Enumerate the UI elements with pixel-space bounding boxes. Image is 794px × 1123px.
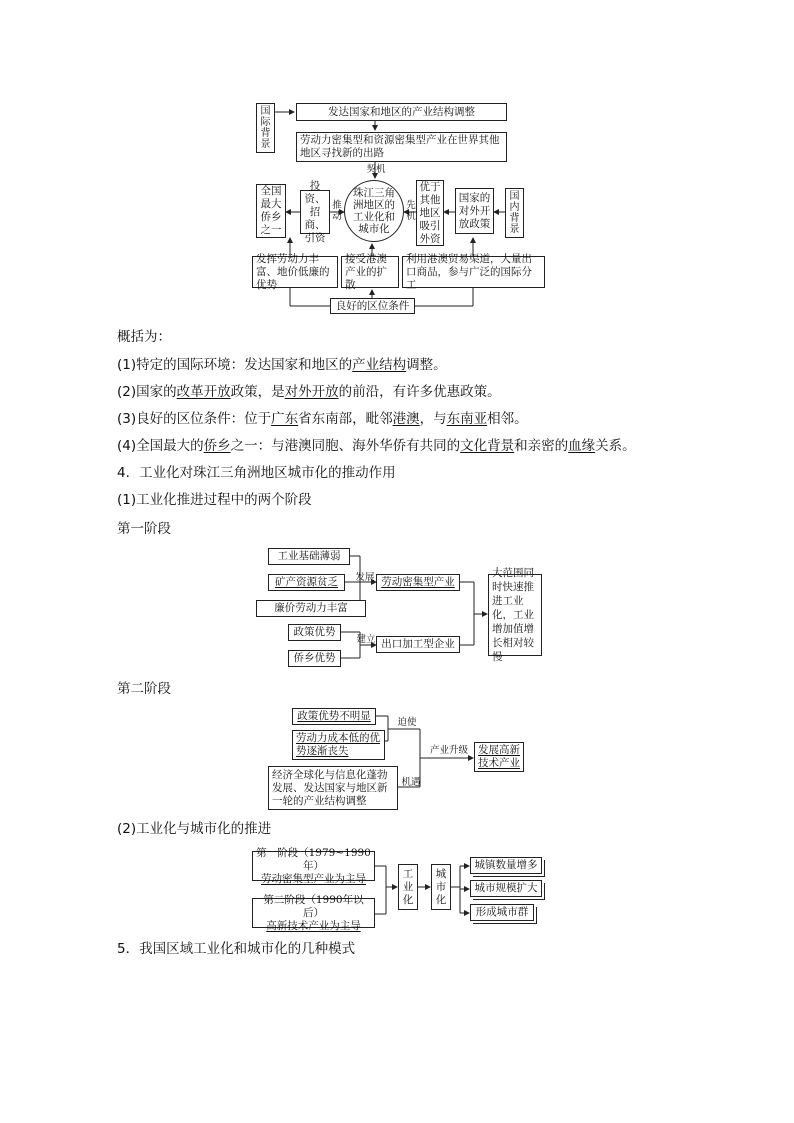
urbanization-box (431, 864, 451, 910)
bottom-label-a: 发挥劳动力丰富、地价低廉的优势 (256, 252, 330, 291)
stage-1-label: 第一阶段 (117, 521, 171, 537)
push-label: 推动 (332, 200, 342, 222)
top-label: 发达国家和地区的产业结构调整 (328, 105, 475, 118)
underlined-text: 血缘 (568, 438, 596, 454)
section-4-sub-2: (2)工业化与城市化的推进 (117, 821, 272, 837)
largest-label: 全国最大侨乡之一 (260, 185, 282, 236)
largest-box (256, 184, 286, 238)
hightech-label: 发展高新技术产业 (478, 744, 520, 769)
export-enterprise-box (376, 636, 460, 653)
domestic-background-box (505, 188, 524, 238)
text: (4)全国最大的 (117, 438, 204, 454)
phase-2-title: 第二阶段（1990年以后） (263, 893, 364, 919)
underlined-text: 改革开放 (176, 384, 231, 400)
result-3-box (470, 904, 534, 921)
hightech-box (474, 742, 524, 772)
advantage-label: 优于其他地区吸引外资 (419, 180, 441, 245)
summary-line-2 (117, 383, 501, 401)
mineral-box (268, 574, 345, 591)
underlined-text: 对外开放 (284, 384, 339, 400)
result-1-label: 城镇数量增多 (474, 859, 538, 871)
result-label: 大范围同时快速推进工业化，工业增加值增长相对较慢 (492, 567, 534, 663)
cheap-labor-box (256, 600, 366, 617)
result-3-label: 形成城市群 (475, 906, 529, 918)
first-move-label: 先机 (406, 200, 416, 222)
summary-line-4 (117, 437, 636, 455)
section-4-heading: 4．工业化对珠江三角洲地区城市化的推动作用 (117, 465, 396, 481)
globalization-label: 经济全球化与信息化蓬勃发展、发达国家与地区新一轮的产业结构调整 (272, 768, 388, 807)
bottom-label-c: 利用港澳贸易渠道，大量出口商品，参与广泛的国际分工 (406, 252, 532, 291)
bottom-box-a (252, 252, 338, 291)
underlined-text: 侨乡 (203, 438, 231, 454)
text: 和亲密的 (514, 438, 569, 454)
policy-advantage-label: 政策优势 (293, 626, 336, 638)
text: 关系。 (595, 438, 636, 454)
underlined-text: 产业结构 (352, 357, 407, 373)
weak-base-label: 工业基础薄弱 (277, 550, 341, 562)
result-1-box (470, 857, 542, 874)
opportunity-label: 机遇 (401, 777, 421, 788)
second-box (296, 132, 507, 162)
advantage-box (416, 180, 444, 246)
summary-title: 概括为： (117, 329, 171, 345)
second-label: 劳动力密集型和资源密集型产业在世界其他地区寻找新的出路 (300, 134, 500, 159)
phase-1-desc: 劳动密集型产业为主导 (261, 872, 366, 885)
top-box (296, 103, 507, 121)
phase-2-box (252, 893, 375, 932)
domestic-background-label: 国内背景 (509, 191, 520, 235)
summary-line-3 (117, 410, 528, 428)
section-4-sub-1: (1)工业化推进过程中的两个阶段 (117, 492, 312, 508)
invest-label: 投资、招商、引资 (304, 179, 326, 244)
phase-1-title: 第一阶段（1979~1990年） (256, 846, 371, 872)
labor-loss-label: 劳动力成本低的优势逐渐丧失 (296, 732, 380, 757)
weak-base-box (268, 548, 350, 565)
location-box (330, 298, 415, 314)
section-5-heading: 5．我国区域工业化和城市化的几种模式 (117, 941, 356, 957)
text: (1)特定的国际环境：发达国家和地区的 (117, 357, 353, 373)
text: 省东南部，毗邻 (298, 411, 393, 427)
bottom-box-c (402, 252, 545, 291)
underlined-text: 港澳 (392, 411, 420, 427)
industrialization-label: 工业化 (402, 867, 414, 906)
stage-2-label: 第二阶段 (117, 681, 171, 697)
urbanization-label: 城市化 (435, 867, 447, 906)
result-2-box (470, 880, 542, 897)
intl-background-label: 国际背景 (260, 106, 271, 150)
globalization-box (268, 766, 398, 810)
underlined-text: 广东 (271, 411, 299, 427)
upgrade-label: 产业升级 (429, 745, 468, 756)
center-label: 珠江三角洲地区的工业化和城市化 (353, 187, 395, 235)
overseas-advantage-box (288, 650, 341, 667)
qiji-label: 契机 (366, 164, 386, 175)
force-label: 迫使 (397, 717, 417, 728)
policy-box (455, 188, 494, 234)
mineral-label: 矿产资源贫乏 (275, 576, 338, 588)
bottom-box-b (341, 252, 399, 291)
underlined-text: 东南亚 (446, 411, 488, 427)
labor-intensive-box (376, 574, 460, 591)
develop-label: 发展 (355, 572, 375, 583)
text: ，与 (419, 411, 447, 427)
intl-background-box (256, 103, 275, 153)
phase-1-box (252, 846, 375, 885)
text: 政策，是 (230, 384, 285, 400)
phase-2-desc: 高新技术产业为主导 (266, 919, 361, 932)
text: 相邻。 (487, 411, 528, 427)
text: (3)良好的区位条件：位于 (117, 411, 272, 427)
policy-label: 国家的对外开放政策 (458, 191, 491, 230)
policy-weak-label: 政策优势不明显 (297, 710, 371, 722)
text: (2)国家的 (117, 384, 177, 400)
bottom-label-b: 接受港澳产业的扩散 (345, 252, 387, 291)
overseas-advantage-label: 侨乡优势 (293, 652, 336, 664)
text: 之一：与港澳同胞、海外华侨有共同的 (230, 438, 461, 454)
invest-box (300, 179, 330, 244)
policy-weak-box (292, 708, 376, 725)
result-2-label: 城市规模扩大 (474, 882, 538, 894)
cheap-labor-label: 廉价劳动力丰富 (274, 602, 348, 614)
build-label: 建立 (356, 634, 376, 645)
location-label: 良好的区位条件 (335, 299, 410, 312)
labor-intensive-label: 劳动密集型产业 (381, 576, 455, 588)
export-enterprise-label: 出口加工型企业 (381, 638, 455, 650)
result-box (488, 567, 542, 663)
center-circle (344, 180, 404, 242)
industrialization-box (398, 864, 418, 910)
labor-loss-box (292, 730, 385, 760)
text: 的前沿，有许多优惠政策。 (338, 384, 501, 400)
policy-advantage-box (288, 624, 341, 641)
summary-line-1 (117, 356, 447, 374)
text: 调整。 (406, 357, 447, 373)
underlined-text: 文化背景 (460, 438, 515, 454)
